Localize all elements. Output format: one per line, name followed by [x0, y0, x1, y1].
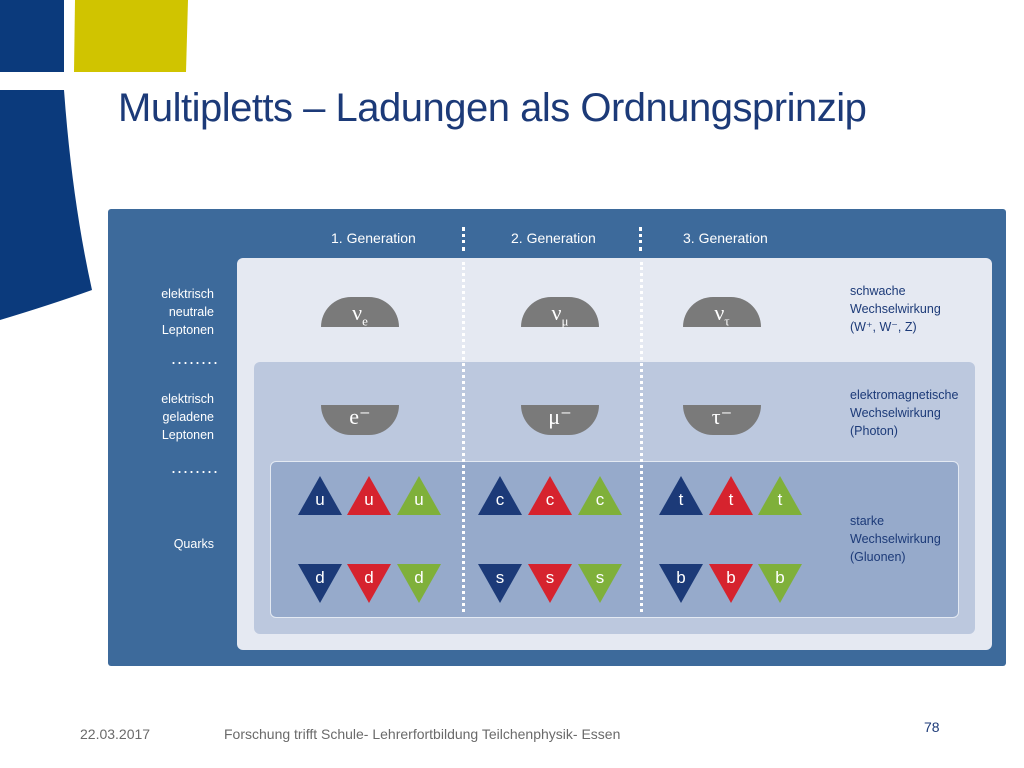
tau: τ⁻ — [683, 405, 761, 435]
footer-text: Forschung trifft Schule- Lehrerfortbildung Teilchenphysik- Essen — [224, 726, 621, 742]
slide-title: Multipletts – Ladungen als Ordnungsprinzip — [118, 86, 867, 130]
quark-down-label: b — [775, 568, 785, 587]
force-label-line: (W⁺, W⁻, Z) — [850, 320, 917, 334]
row-label-charged-leptons — [140, 390, 214, 444]
row-label-line: geladene — [162, 410, 214, 424]
logo-blue-square — [0, 0, 64, 72]
neutrino-subscript: τ — [724, 313, 730, 329]
muon: μ⁻ — [521, 405, 599, 435]
row-label-line: Leptonen — [161, 323, 214, 337]
quark-up-label: c — [595, 490, 605, 509]
neutrino-subscript: μ — [561, 313, 569, 329]
row-separator: ........ — [171, 348, 220, 368]
force-label-line: Wechselwirkung — [850, 406, 941, 420]
quark-down-label: b — [726, 568, 736, 587]
neutrino-subscript: e — [362, 313, 368, 329]
quark-up-label: t — [777, 490, 783, 509]
generation-1-label: 1. Generation — [331, 230, 416, 246]
neutrino-symbol: ν — [551, 300, 562, 325]
row-label-line: elektrisch — [161, 392, 214, 406]
force-label-line: Wechselwirkung — [850, 302, 941, 316]
quark-up-label: u — [364, 490, 374, 509]
quark-down-label: d — [414, 568, 424, 587]
generation-2-label: 2. Generation — [511, 230, 596, 246]
logo-blue-curve — [0, 90, 92, 320]
row-label-line: Leptonen — [161, 428, 214, 442]
force-label-line: elektromagnetische — [850, 388, 959, 402]
force-label-line: Wechselwirkung — [850, 532, 941, 546]
quark-down-label: s — [545, 568, 555, 587]
quark-down-label: d — [315, 568, 325, 587]
force-label-line: starke — [850, 514, 885, 528]
row-label-line: elektrisch — [161, 287, 214, 301]
quark-up-label: t — [728, 490, 734, 509]
force-label-electromagnetic — [850, 386, 958, 440]
generation-separator — [639, 227, 645, 251]
generation-separator — [462, 227, 468, 251]
neutrino-symbol: ν — [352, 300, 363, 325]
row-label-line: neutrale — [168, 305, 214, 319]
quark-up-label: c — [545, 490, 555, 509]
force-label-line: (Gluonen) — [850, 550, 906, 564]
quark-up-label: c — [495, 490, 505, 509]
quark-up-label: u — [315, 490, 325, 509]
force-label-line: (Photon) — [850, 424, 898, 438]
row-label-neutral-leptons — [140, 285, 214, 339]
footer-date: 22.03.2017 — [80, 726, 151, 742]
quark-up-label: t — [678, 490, 684, 509]
force-label-strong — [850, 512, 941, 566]
quark-up-label: u — [414, 490, 424, 509]
logo-yellow-square — [74, 0, 188, 72]
quark-down-label: b — [676, 568, 686, 587]
electron: e⁻ — [321, 405, 399, 435]
column-separator — [462, 262, 465, 612]
quark-down-label: s — [495, 568, 505, 587]
page-number: 78 — [924, 719, 940, 735]
quark-down-label: s — [595, 568, 605, 587]
force-label-line: schwache — [850, 284, 906, 298]
column-separator — [640, 262, 643, 612]
quark-down-label: d — [364, 568, 374, 587]
generation-3-label: 3. Generation — [683, 230, 768, 246]
row-separator: ........ — [171, 457, 220, 477]
neutrino-symbol: ν — [714, 300, 725, 325]
force-label-weak — [850, 282, 941, 336]
row-label-quarks: Quarks — [173, 537, 214, 551]
